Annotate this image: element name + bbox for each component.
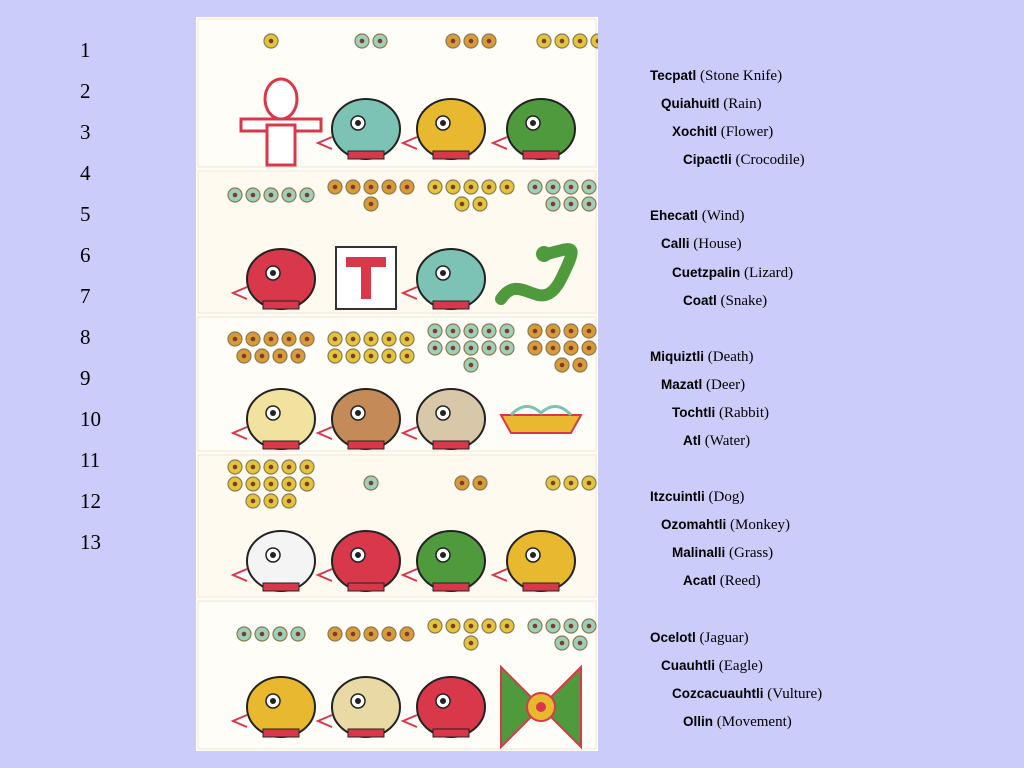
english-meaning: (Water) bbox=[704, 433, 751, 450]
count-dot-center bbox=[369, 354, 374, 359]
glyph-collar bbox=[348, 441, 384, 449]
day-sign-entry bbox=[650, 371, 822, 399]
day-sign-entry bbox=[650, 624, 822, 652]
count-dot-center bbox=[451, 624, 456, 629]
day-sign-entry bbox=[650, 483, 822, 511]
count-dot-center bbox=[369, 185, 374, 190]
english-meaning: (Vulture) bbox=[767, 685, 823, 702]
knife-blade bbox=[265, 79, 297, 119]
day-number: 8 bbox=[80, 325, 91, 349]
day-sign-entry bbox=[650, 230, 822, 258]
day-sign-entry bbox=[650, 511, 822, 539]
count-dot-center bbox=[569, 346, 574, 351]
english-meaning: (Rain) bbox=[723, 96, 762, 113]
day-sign-group bbox=[650, 483, 822, 595]
count-dot-center bbox=[433, 329, 438, 334]
count-dot-center bbox=[287, 499, 292, 504]
house-door bbox=[361, 265, 371, 299]
count-dot-center bbox=[569, 185, 574, 190]
day-sign-entry bbox=[650, 708, 822, 736]
count-dot-center bbox=[469, 624, 474, 629]
count-dot-center bbox=[296, 354, 301, 359]
count-dot-center bbox=[487, 624, 492, 629]
count-dot-center bbox=[369, 632, 374, 637]
nahuatl-name: Atl bbox=[683, 433, 701, 449]
day-sign-entry bbox=[650, 146, 822, 174]
day-sign-entry bbox=[650, 680, 822, 708]
glyph-collar bbox=[433, 729, 469, 737]
count-dot-center bbox=[305, 482, 310, 487]
animal-head bbox=[417, 389, 485, 449]
glyph-collar bbox=[433, 583, 469, 591]
count-dot-center bbox=[560, 641, 565, 646]
glyph-collar bbox=[263, 301, 299, 309]
count-dot-center bbox=[505, 185, 510, 190]
day-count-dots bbox=[446, 34, 496, 48]
animal-pupil bbox=[355, 552, 361, 558]
nahuatl-name: Coatl bbox=[683, 292, 717, 308]
count-dot-center bbox=[369, 481, 374, 486]
count-dot-center bbox=[242, 632, 247, 637]
count-dot-center bbox=[587, 481, 592, 486]
animal-head bbox=[247, 531, 315, 591]
ollin-pupil bbox=[536, 702, 546, 712]
count-dot-center bbox=[287, 337, 292, 342]
day-sign-group bbox=[650, 62, 822, 174]
count-dot-center bbox=[333, 632, 338, 637]
animal-pupil bbox=[270, 698, 276, 704]
count-dot-center bbox=[233, 193, 238, 198]
count-dot-center bbox=[587, 329, 592, 334]
count-dot-center bbox=[578, 641, 583, 646]
nahuatl-name: Itzcuintli bbox=[650, 489, 705, 505]
count-dot-center bbox=[469, 641, 474, 646]
day-number: 3 bbox=[80, 120, 91, 144]
day-number: 9 bbox=[80, 366, 91, 390]
snake-head bbox=[536, 246, 552, 262]
count-dot-center bbox=[460, 202, 465, 207]
count-dot-center bbox=[351, 337, 356, 342]
animal-pupil bbox=[270, 270, 276, 276]
glyph-collar bbox=[263, 729, 299, 737]
count-dot-center bbox=[387, 337, 392, 342]
nahuatl-name: Tochtli bbox=[672, 404, 716, 420]
english-meaning: (Monkey) bbox=[730, 517, 791, 534]
count-dot-center bbox=[269, 337, 274, 342]
count-dot-center bbox=[269, 465, 274, 470]
animal-pupil bbox=[270, 552, 276, 558]
day-sign-group bbox=[650, 202, 822, 314]
english-meaning: (Stone Knife) bbox=[700, 68, 783, 84]
animal-pupil bbox=[355, 410, 361, 416]
animal-pupil bbox=[355, 120, 361, 126]
glyph-collar bbox=[433, 151, 469, 159]
count-dot-center bbox=[587, 202, 592, 207]
count-dot-center bbox=[487, 185, 492, 190]
animal-head bbox=[332, 389, 400, 449]
count-dot-center bbox=[305, 193, 310, 198]
nahuatl-name: Quiahuitl bbox=[661, 96, 720, 112]
count-dot-center bbox=[478, 481, 483, 486]
count-dot-center bbox=[433, 185, 438, 190]
nahuatl-name: Cozcacuauhtli bbox=[672, 685, 764, 701]
count-dot-center bbox=[360, 39, 365, 44]
animal-pupil bbox=[440, 120, 446, 126]
animal-pupil bbox=[530, 552, 536, 558]
count-dot-center bbox=[569, 624, 574, 629]
count-dot-center bbox=[451, 346, 456, 351]
count-dot-center bbox=[478, 202, 483, 207]
glyph-collar bbox=[433, 301, 469, 309]
day-sign-entry bbox=[650, 427, 822, 455]
day-number: 10 bbox=[80, 407, 101, 431]
animal-head bbox=[417, 531, 485, 591]
animal-pupil bbox=[440, 552, 446, 558]
animal-head bbox=[332, 531, 400, 591]
day-sign-entry bbox=[650, 259, 822, 287]
english-meaning: (Death) bbox=[707, 348, 754, 365]
count-dot-center bbox=[333, 354, 338, 359]
count-dot-center bbox=[533, 346, 538, 351]
knife-hilt bbox=[267, 125, 295, 165]
count-dot-center bbox=[278, 354, 283, 359]
glyph-collar bbox=[263, 583, 299, 591]
animal-pupil bbox=[530, 120, 536, 126]
nahuatl-name: Mazatl bbox=[661, 376, 703, 392]
count-dot-center bbox=[451, 39, 456, 44]
count-dot-center bbox=[569, 481, 574, 486]
count-dot-center bbox=[405, 337, 410, 342]
count-dot-center bbox=[269, 499, 274, 504]
count-dot-center bbox=[469, 329, 474, 334]
day-sign-entry bbox=[650, 90, 822, 118]
day-number: 1 bbox=[80, 38, 91, 62]
count-dot-center bbox=[369, 202, 374, 207]
count-dot-center bbox=[533, 329, 538, 334]
count-dot-center bbox=[469, 39, 474, 44]
count-dot-center bbox=[287, 193, 292, 198]
nahuatl-name: Ehecatl bbox=[650, 208, 699, 224]
count-dot-center bbox=[333, 185, 338, 190]
animal-pupil bbox=[355, 698, 361, 704]
count-dot-center bbox=[505, 329, 510, 334]
count-dot-center bbox=[305, 465, 310, 470]
count-dot-center bbox=[387, 354, 392, 359]
count-dot-center bbox=[578, 363, 583, 368]
day-sign-group bbox=[650, 343, 822, 455]
nahuatl-name: Calli bbox=[661, 236, 690, 252]
glyph-collar bbox=[523, 583, 559, 591]
count-dot-center bbox=[469, 363, 474, 368]
count-dot-center bbox=[469, 346, 474, 351]
count-dot-center bbox=[587, 185, 592, 190]
nahuatl-name: Ollin bbox=[683, 713, 713, 729]
count-dot-center bbox=[287, 482, 292, 487]
count-dot-center bbox=[278, 632, 283, 637]
count-dot-center bbox=[551, 481, 556, 486]
count-dot-center bbox=[533, 624, 538, 629]
count-dot-center bbox=[251, 499, 256, 504]
day-sign-entry bbox=[650, 399, 822, 427]
day-sign-entry bbox=[650, 652, 822, 680]
day-number: 6 bbox=[80, 243, 91, 267]
count-dot-center bbox=[378, 39, 383, 44]
count-dot-center bbox=[251, 465, 256, 470]
count-dot-center bbox=[269, 193, 274, 198]
english-meaning: (Deer) bbox=[706, 376, 746, 393]
count-dot-center bbox=[551, 624, 556, 629]
count-dot-center bbox=[433, 624, 438, 629]
count-dot-center bbox=[260, 632, 265, 637]
count-dot-center bbox=[451, 185, 456, 190]
nahuatl-name: Cipactli bbox=[683, 152, 732, 168]
count-dot-center bbox=[505, 346, 510, 351]
count-dot-center bbox=[351, 632, 356, 637]
count-dot-center bbox=[578, 39, 583, 44]
count-dot-center bbox=[551, 202, 556, 207]
nahuatl-name: Miquiztli bbox=[650, 348, 704, 364]
count-dot-center bbox=[551, 346, 556, 351]
animal-head bbox=[247, 249, 315, 309]
count-dot-center bbox=[269, 482, 274, 487]
animal-pupil bbox=[440, 270, 446, 276]
count-dot-center bbox=[260, 354, 265, 359]
glyph-collar bbox=[348, 729, 384, 737]
english-meaning: (Reed) bbox=[719, 573, 761, 590]
count-dot-center bbox=[487, 329, 492, 334]
animal-head bbox=[247, 677, 315, 737]
animal-head bbox=[507, 531, 575, 591]
count-dot-center bbox=[433, 346, 438, 351]
count-dot-center bbox=[251, 482, 256, 487]
animal-head bbox=[332, 677, 400, 737]
day-number: 13 bbox=[80, 530, 101, 554]
day-number: 2 bbox=[80, 79, 91, 103]
glyph-collar bbox=[263, 441, 299, 449]
count-dot-center bbox=[233, 337, 238, 342]
count-dot-center bbox=[233, 482, 238, 487]
count-dot-center bbox=[233, 465, 238, 470]
animal-head bbox=[332, 99, 400, 159]
count-dot-center bbox=[505, 624, 510, 629]
day-number: 7 bbox=[80, 284, 91, 308]
nahuatl-name: Tecpatl bbox=[650, 68, 697, 83]
day-sign-entry bbox=[650, 62, 822, 90]
animal-pupil bbox=[440, 410, 446, 416]
day-sign-group bbox=[650, 624, 822, 736]
count-dot-center bbox=[469, 185, 474, 190]
day-sign-entry bbox=[650, 343, 822, 371]
day-count-dots bbox=[546, 476, 596, 490]
water-vessel bbox=[501, 415, 581, 433]
nahuatl-name: Cuetzpalin bbox=[672, 264, 741, 280]
count-dot-center bbox=[305, 337, 310, 342]
nahuatl-name: Ocelotl bbox=[650, 629, 696, 645]
count-dot-center bbox=[387, 632, 392, 637]
nahuatl-name: Malinalli bbox=[672, 545, 726, 561]
animal-head bbox=[417, 249, 485, 309]
day-sign-entry bbox=[650, 539, 822, 567]
english-meaning: (Lizard) bbox=[744, 264, 794, 281]
count-dot-center bbox=[333, 337, 338, 342]
count-dot-center bbox=[296, 632, 301, 637]
day-number: 12 bbox=[80, 489, 101, 513]
day-count-dots bbox=[264, 34, 278, 48]
english-meaning: (Dog) bbox=[708, 489, 745, 506]
count-dot-center bbox=[551, 185, 556, 190]
codex-illustration bbox=[196, 17, 598, 751]
day-number: 11 bbox=[80, 448, 101, 472]
count-dot-center bbox=[369, 337, 374, 342]
nahuatl-name: Xochitl bbox=[672, 124, 718, 140]
english-meaning: (Crocodile) bbox=[735, 152, 805, 169]
count-dot-center bbox=[269, 39, 274, 44]
count-dot-center bbox=[351, 354, 356, 359]
day-sign-entry bbox=[650, 567, 822, 595]
codex-day-signs-image bbox=[196, 17, 598, 751]
count-dot-center bbox=[560, 363, 565, 368]
count-dot-center bbox=[351, 185, 356, 190]
nahuatl-name: Ozomahtli bbox=[661, 517, 727, 533]
count-dot-center bbox=[487, 346, 492, 351]
animal-head bbox=[507, 99, 575, 159]
count-dot-center bbox=[251, 337, 256, 342]
animal-head bbox=[247, 389, 315, 449]
english-meaning: (Jaguar) bbox=[699, 629, 749, 646]
nahuatl-name: Cuauhtli bbox=[661, 657, 715, 673]
count-dot-center bbox=[451, 329, 456, 334]
english-meaning: (Eagle) bbox=[718, 657, 763, 674]
count-dot-center bbox=[551, 329, 556, 334]
count-dot-center bbox=[533, 185, 538, 190]
day-sign-glyph bbox=[336, 247, 396, 309]
day-number-list bbox=[80, 30, 101, 563]
day-sign-entry bbox=[650, 118, 822, 146]
day-sign-entry bbox=[650, 287, 822, 315]
english-meaning: (Flower) bbox=[720, 124, 774, 141]
glyph-collar bbox=[433, 441, 469, 449]
glyph-collar bbox=[523, 151, 559, 159]
count-dot-center bbox=[287, 465, 292, 470]
count-dot-center bbox=[569, 329, 574, 334]
english-meaning: (Movement) bbox=[716, 713, 792, 730]
count-dot-center bbox=[387, 185, 392, 190]
count-dot-center bbox=[569, 202, 574, 207]
animal-head bbox=[417, 99, 485, 159]
english-meaning: (House) bbox=[693, 236, 742, 253]
glyph-collar bbox=[348, 583, 384, 591]
english-meaning: (Grass) bbox=[729, 545, 774, 562]
nahuatl-name: Acatl bbox=[683, 573, 717, 589]
animal-head bbox=[417, 677, 485, 737]
count-dot-center bbox=[560, 39, 565, 44]
count-dot-center bbox=[487, 39, 492, 44]
day-count-dots bbox=[364, 476, 378, 490]
day-number: 4 bbox=[80, 161, 91, 185]
english-meaning: (Snake) bbox=[720, 292, 768, 309]
count-dot-center bbox=[242, 354, 247, 359]
day-number: 5 bbox=[80, 202, 91, 226]
english-meaning: (Wind) bbox=[701, 208, 745, 225]
animal-pupil bbox=[270, 410, 276, 416]
count-dot-center bbox=[405, 354, 410, 359]
count-dot-center bbox=[251, 193, 256, 198]
count-dot-center bbox=[405, 632, 410, 637]
glyph-collar bbox=[348, 151, 384, 159]
day-sign-entry bbox=[650, 202, 822, 230]
day-sign-name-list bbox=[650, 62, 822, 764]
count-dot-center bbox=[542, 39, 547, 44]
count-dot-center bbox=[587, 624, 592, 629]
animal-pupil bbox=[440, 698, 446, 704]
count-dot-center bbox=[587, 346, 592, 351]
count-dot-center bbox=[460, 481, 465, 486]
english-meaning: (Rabbit) bbox=[719, 404, 769, 421]
count-dot-center bbox=[405, 185, 410, 190]
